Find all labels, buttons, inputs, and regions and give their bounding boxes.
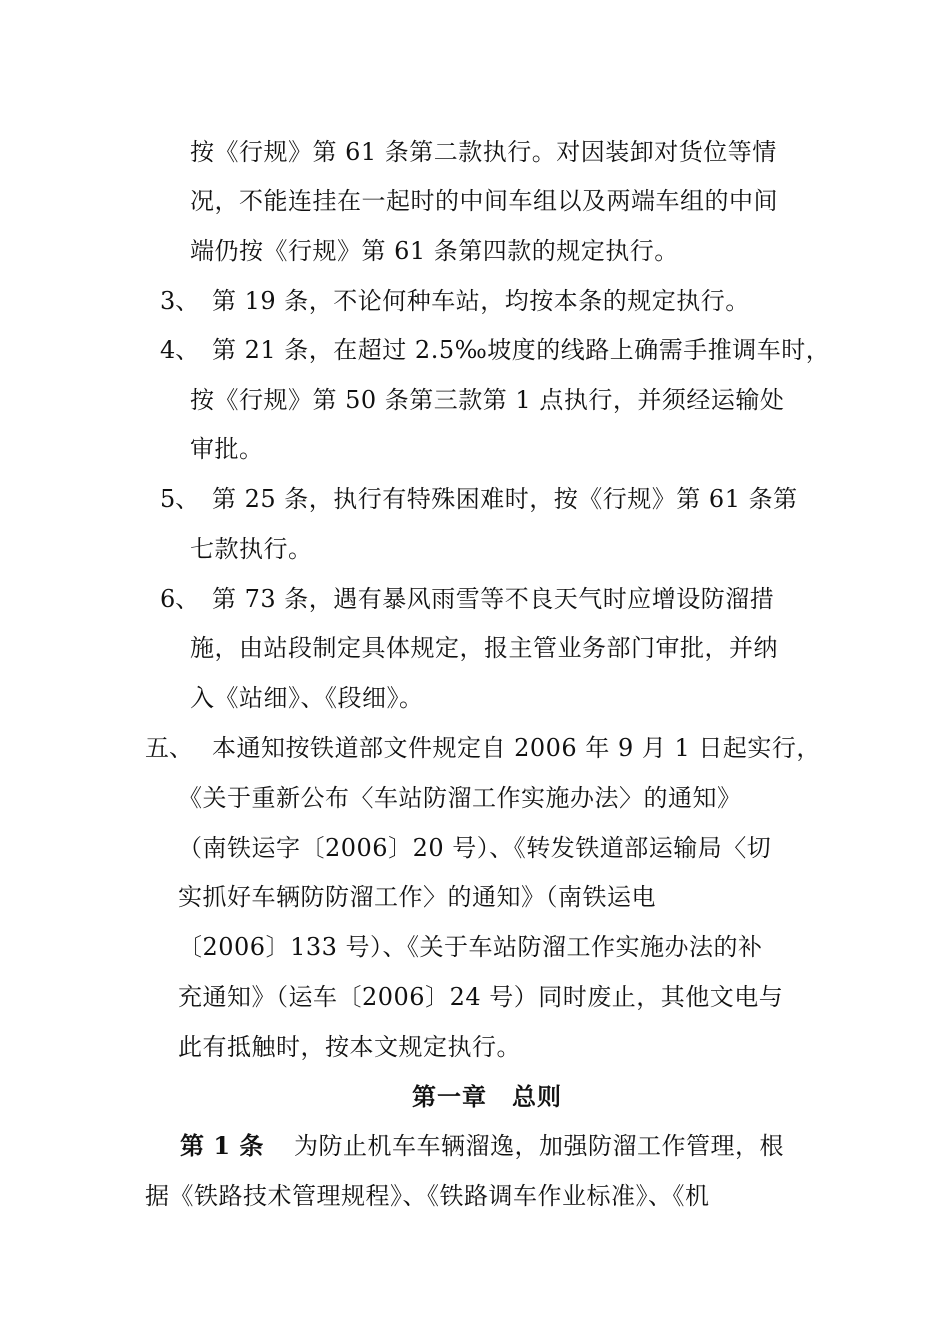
- item-6-line-1: 第 73 条，遇有暴风雨雪等不良天气时应增设防溜措: [212, 585, 775, 613]
- item-4-line-3: 审批。: [190, 435, 264, 463]
- article-1-line-2: 据《铁路技术管理规程》、《铁路调车作业标准》、《机: [145, 1182, 710, 1210]
- item-6-line-3: 入《站细》、《段细》。: [190, 684, 424, 712]
- section-five-line-1: 本通知按铁道部文件规定自 2006 年 9 月 1 日起实行，: [212, 734, 821, 762]
- section-five-line-4: 实抓好车辆防防溜工作〉的通知》（南铁运电: [178, 883, 656, 911]
- article-1-line-1: 为防止机车车辆溜逸，加强防溜工作管理，根: [294, 1132, 784, 1160]
- item-2-line-2: 况，不能连挂在一起时的中间车组以及两端车组的中间: [190, 187, 778, 215]
- item-4-number: 4、: [160, 336, 200, 364]
- item-4-line-2: 按《行规》第 50 条第三款第 1 点执行，并须经运输处: [190, 386, 785, 414]
- article-1-label: 第 1 条: [180, 1131, 264, 1160]
- item-4-line-1: 第 21 条，在超过 2.5‰坡度的线路上确需手推调车时，: [212, 336, 831, 364]
- item-5-line-1: 第 25 条，执行有特殊困难时，按《行规》第 61 条第: [212, 485, 798, 513]
- item-3-number: 3、: [160, 287, 200, 315]
- section-five-line-5: 〔2006〕133 号）、《关于车站防溜工作实施办法的补: [178, 933, 763, 961]
- item-2-line-1: 按《行规》第 61 条第二款执行。对因装卸对货位等情: [190, 138, 777, 166]
- item-5-line-2: 七款执行。: [190, 535, 313, 563]
- item-3-line-1: 第 19 条，不论何种车站，均按本条的规定执行。: [212, 287, 750, 315]
- item-6-line-2: 施，由站段制定具体规定，报主管业务部门审批，并纳: [190, 634, 778, 662]
- item-6-number: 6、: [160, 585, 200, 613]
- item-2-line-3: 端仍按《行规》第 61 条第四款的规定执行。: [190, 237, 679, 265]
- chapter-title: 第一章 总则: [412, 1082, 562, 1111]
- section-five-number: 五、: [145, 734, 193, 762]
- section-five-line-6: 充通知》（运车〔2006〕24 号）同时废止，其他文电与: [178, 983, 784, 1011]
- section-five-line-3: （南铁运字〔2006〕20 号）、《转发铁道部运输局〈切: [178, 834, 772, 862]
- section-five-line-2: 《关于重新公布〈车站防溜工作实施办法〉的通知》: [178, 784, 742, 812]
- section-five-line-7: 此有抵触时，按本文规定执行。: [178, 1033, 521, 1061]
- item-5-number: 5、: [160, 485, 200, 513]
